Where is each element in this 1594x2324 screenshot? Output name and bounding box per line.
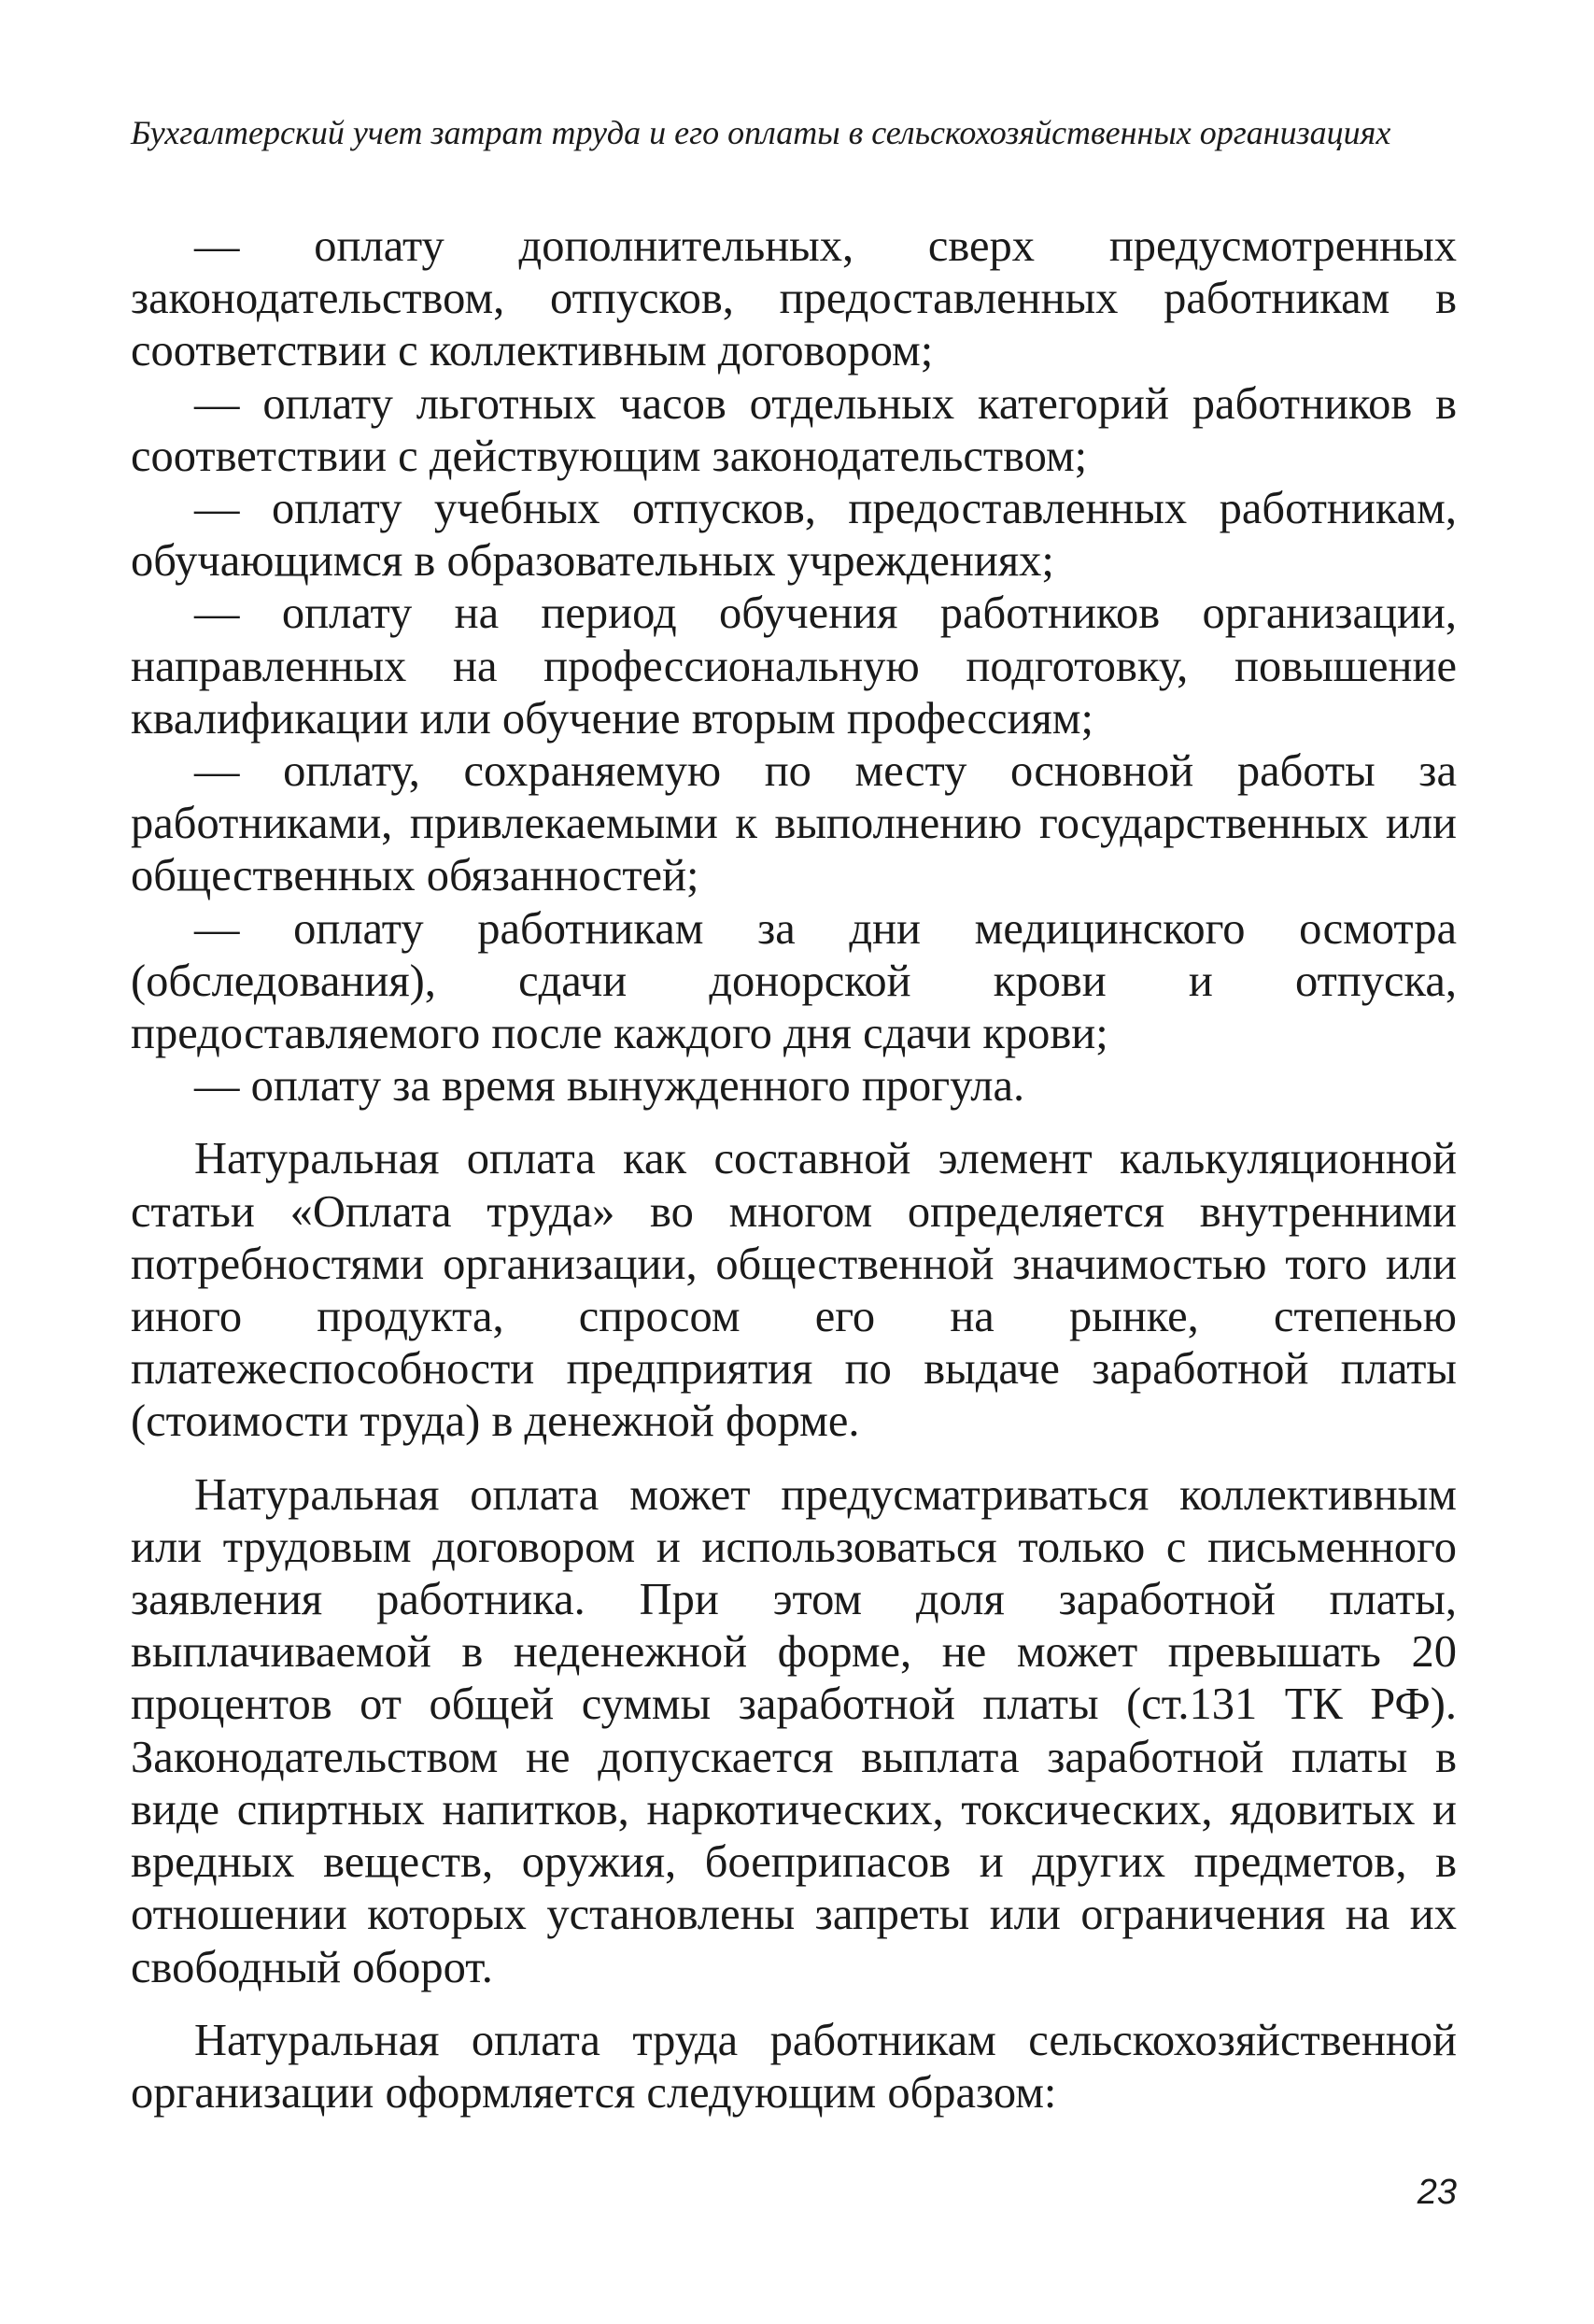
list-item: — оплату, сохраняемую по месту основной работы за работниками, привлекаемыми к выполнению государственных или общественных обязанностей; bbox=[131, 746, 1457, 901]
list-item: — оплату за время вынужденного прогула. bbox=[194, 1061, 1025, 1112]
list-item: — оплату дополнительных, сверх предусмотренных законодательством, отпусков, предоставленных работникам в соответствии с коллективным договором; bbox=[131, 221, 1457, 376]
paragraph-natural-payment-rules: Натуральная оплата может предусматриваться коллективным или трудовым договором и использоваться только с письменного заявления работника. При этом доля заработной платы, выплачиваемой в неденежной форме, не может превышать 20 процентов от общей суммы заработной платы (ст.131 ТК РФ). Законодательством не допускается выплата заработной платы в виде спиртных напитков, наркотических, токсических, ядовитых и вредных веществ, оружия, боеприпасов и других предметов, в отношении которых установлены запреты или ограничения на их свободный оборот. bbox=[131, 1469, 1457, 1992]
page-number: 23 bbox=[1417, 2173, 1457, 2212]
list-item: — оплату льготных часов отдельных категорий работников в соответствии с действующим законодательством; bbox=[131, 378, 1457, 481]
paragraph-natural-payment-definition: Натуральная оплата как составной элемент калькуляционной статьи «Оплата труда» во многом определяется внутренними потребностями организации, общественной значимостью того или иного продукта, спросом его на рынке, степенью платежеспособности предприятия по выдаче заработной платы (стоимости труда) в денежной форме. bbox=[131, 1134, 1457, 1447]
paragraph-natural-payment-procedure: Натуральная оплата труда работникам сельскохозяйственной организации оформляется следующим образом: bbox=[131, 2015, 1457, 2118]
text-body bbox=[131, 220, 1457, 2119]
list-item: — оплату работникам за дни медицинского осмотра (обследования), сдачи донорской крови и отпуска, предоставляемого после каждого дня сдачи крови; bbox=[131, 903, 1457, 1059]
list-item: — оплату на период обучения работников организации, направленных на профессиональную подготовку, повышение квалификации или обучение вторым профессиям; bbox=[131, 588, 1457, 744]
running-header: Бухгалтерский учет затрат труда и его оплаты в сельскохозяйственных организациях bbox=[131, 114, 1391, 151]
list-item: — оплату учебных отпусков, предоставленных работникам, обучающимся в образовательных учреждениях; bbox=[131, 484, 1457, 587]
